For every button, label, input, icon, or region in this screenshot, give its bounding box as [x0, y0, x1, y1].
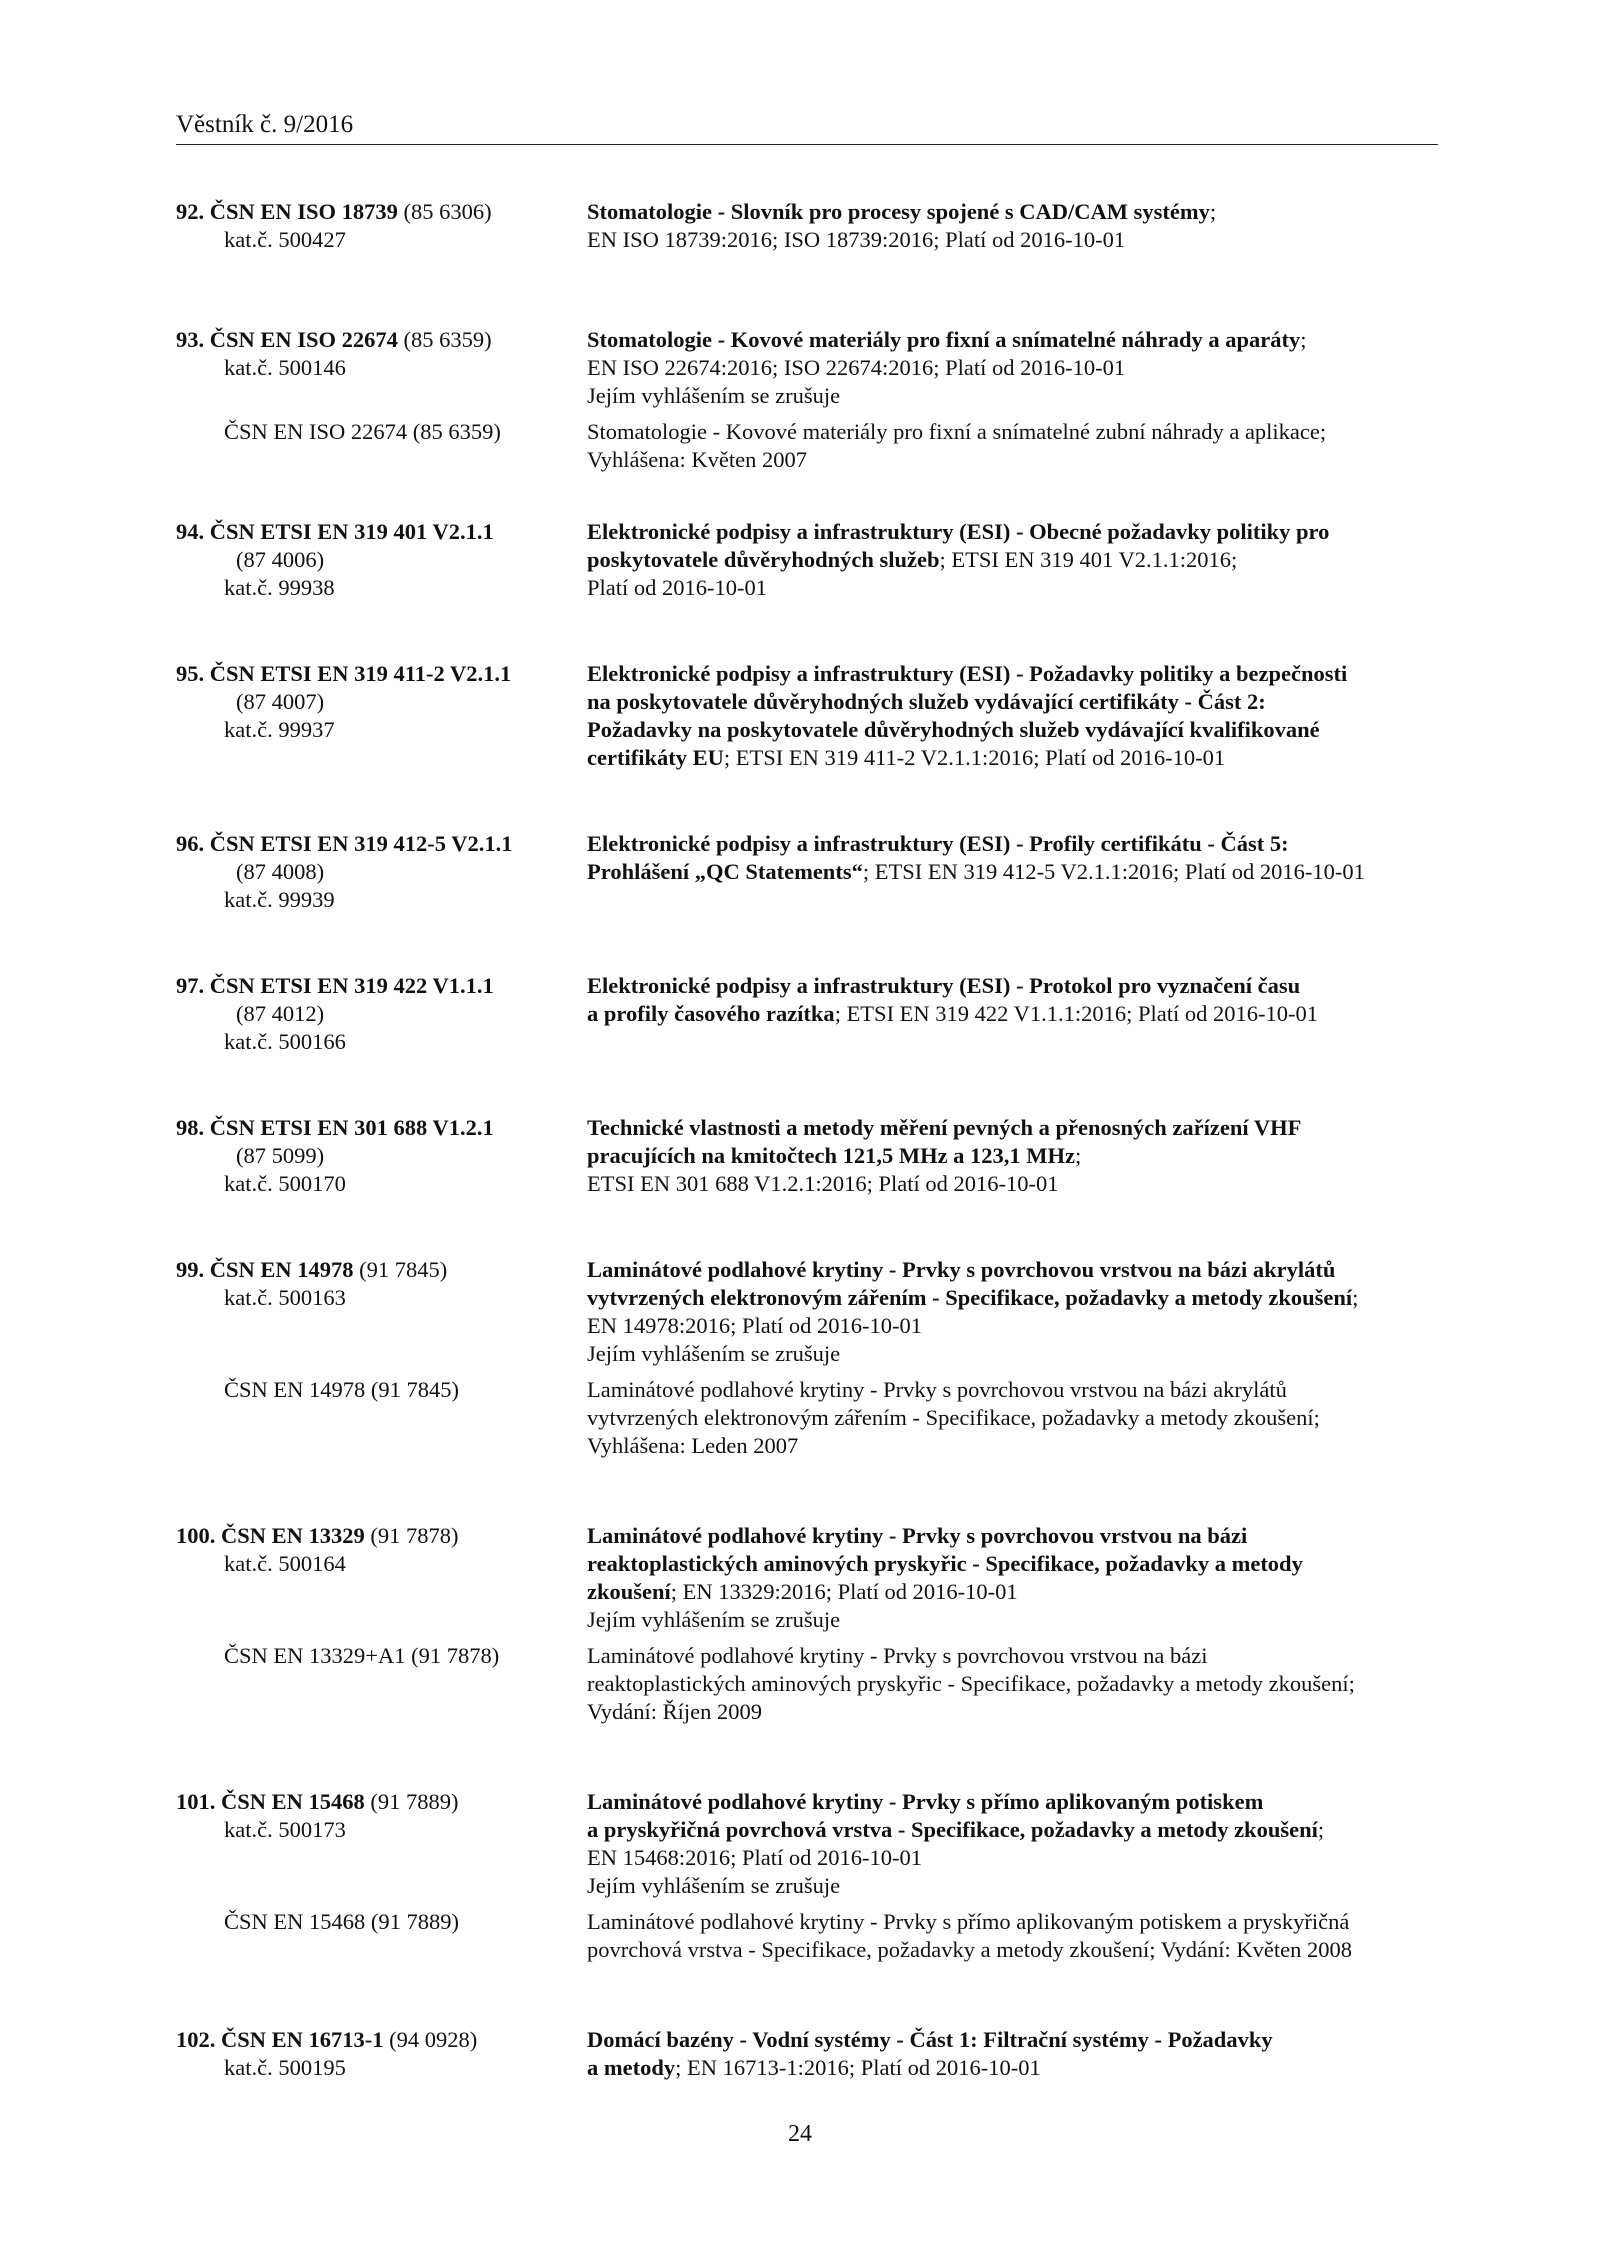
- reference-text: ; ETSI EN 319 422 V1.1.1:2016; Platí od 2016-10-01: [834, 1001, 1319, 1026]
- standard-title: vytvrzených elektronovým zářením - Specifikace, požadavky a metody zkoušení: [587, 1285, 1353, 1310]
- classification: (85 6306): [403, 199, 492, 224]
- standard-description: [587, 1522, 1438, 1634]
- standard-entry: [176, 1114, 1438, 1198]
- standard-description: [587, 830, 1438, 886]
- replaced-standard-line: Vydání: Říjen 2009: [587, 1699, 762, 1724]
- standard-id-block: [176, 518, 576, 602]
- standard-entry: [176, 1256, 1438, 1460]
- catalog-number: kat.č. 500146: [224, 355, 346, 380]
- standard-title: Požadavky na poskytovatele důvěryhodných služeb vydávající kvalifikované: [587, 717, 1320, 742]
- classification: (87 4012): [236, 1001, 325, 1026]
- reference-text: ; ETSI EN 319 412-5 V2.1.1:2016; Platí od 2016-10-01: [862, 859, 1365, 884]
- catalog-number: kat.č. 500173: [224, 1817, 346, 1842]
- standard-code: ČSN EN 14978: [209, 1257, 354, 1282]
- classification: (87 5099): [236, 1143, 325, 1168]
- replaced-standard-line: Laminátové podlahové krytiny - Prvky s přímo aplikovaným potiskem a pryskyřičná: [587, 1909, 1350, 1934]
- catalog-number: kat.č. 500195: [224, 2055, 346, 2080]
- standard-code: ČSN ETSI EN 301 688 V1.2.1: [209, 1115, 494, 1140]
- replaced-standard: [176, 418, 1438, 474]
- standard-code: ČSN ETSI EN 319 412-5 V2.1.1: [209, 831, 513, 856]
- replaces-note: Jejím vyhlášením se zrušuje: [587, 1607, 841, 1632]
- standard-id-block: [176, 198, 576, 254]
- catalog-number: kat.č. 500170: [224, 1171, 346, 1196]
- reference-text: ;: [1209, 199, 1217, 224]
- journal-header: [176, 110, 1438, 145]
- standard-title: zkoušení: [587, 1579, 671, 1604]
- standard-id-block: [176, 1522, 576, 1578]
- catalog-number: kat.č. 500166: [224, 1029, 346, 1054]
- standard-id-block: [176, 1788, 576, 1844]
- classification: (87 4006): [236, 547, 325, 572]
- reference-line: EN ISO 22674:2016; ISO 22674:2016; Platí od 2016-10-01: [587, 355, 1126, 380]
- entry-number: 94.: [176, 519, 205, 544]
- standard-entry: [176, 660, 1438, 772]
- standard-code: ČSN ETSI EN 319 401 V2.1.1: [209, 519, 494, 544]
- replaces-note: Jejím vyhlášením se zrušuje: [587, 1341, 841, 1366]
- reference-line: EN 14978:2016; Platí od 2016-10-01: [587, 1313, 922, 1338]
- standard-code: ČSN EN 15468: [221, 1789, 365, 1814]
- replaced-standard: [176, 1376, 1438, 1460]
- standard-id-block: [176, 2026, 576, 2082]
- reference-text: ;: [1300, 327, 1307, 352]
- standard-title: Elektronické podpisy a infrastruktury (ESI) - Obecné požadavky politiky pro: [587, 519, 1330, 544]
- standard-title: Laminátové podlahové krytiny - Prvky s povrchovou vrstvou na bázi: [587, 1523, 1248, 1548]
- standard-title: Elektronické podpisy a infrastruktury (ESI) - Profily certifikátu - Část 5:: [587, 831, 1289, 856]
- replaced-standard-line: Stomatologie - Kovové materiály pro fixní a snímatelné zubní náhrady a aplikace;: [587, 419, 1327, 444]
- replaced-standard-line: Vyhlášena: Květen 2007: [587, 447, 807, 472]
- reference-text: ; ETSI EN 319 401 V2.1.1:2016;: [939, 547, 1238, 572]
- standard-title: Elektronické podpisy a infrastruktury (ESI) - Protokol pro vyznačení času: [587, 973, 1301, 998]
- reference-text: ;: [1317, 1817, 1325, 1842]
- standard-description: [587, 972, 1438, 1028]
- standard-title: certifikáty EU: [587, 745, 724, 770]
- standard-title: poskytovatele důvěryhodných služeb: [587, 547, 940, 572]
- reference-line: EN ISO 18739:2016; ISO 18739:2016; Platí od 2016-10-01: [587, 227, 1126, 252]
- classification: (91 7889): [370, 1789, 459, 1814]
- reference-text: ; ETSI EN 319 411-2 V2.1.1:2016; Platí od 2016-10-01: [723, 745, 1226, 770]
- reference-line: ETSI EN 301 688 V1.2.1:2016; Platí od 2016-10-01: [587, 1171, 1059, 1196]
- standard-id-block: [176, 1256, 576, 1312]
- standard-entry: [176, 1522, 1438, 1726]
- standard-description: [587, 1788, 1438, 1900]
- entry-number: 93.: [176, 327, 205, 352]
- standard-title: a profily časového razítka: [587, 1001, 835, 1026]
- standard-description: [587, 1256, 1438, 1368]
- replaced-standard-code: ČSN EN 13329+A1 (91 7878): [224, 1643, 500, 1668]
- standard-title: Laminátové podlahové krytiny - Prvky s přímo aplikovaným potiskem: [587, 1789, 1264, 1814]
- standard-code: ČSN EN ISO 22674: [209, 327, 398, 352]
- standard-id-block: [176, 326, 576, 382]
- replaced-standard: [176, 1642, 1438, 1726]
- replaced-standard-line: reaktoplastických aminových pryskyřic - Specifikace, požadavky a metody zkoušení;: [587, 1671, 1355, 1696]
- standard-title: reaktoplastických aminových pryskyřic - Specifikace, požadavky a metody: [587, 1551, 1303, 1576]
- replaced-standard-line: Laminátové podlahové krytiny - Prvky s povrchovou vrstvou na bázi akrylátů: [587, 1377, 1287, 1402]
- reference-text: ;: [1075, 1143, 1082, 1168]
- catalog-number: kat.č. 99939: [224, 887, 335, 912]
- entry-number: 102.: [176, 2027, 216, 2052]
- standard-code: ČSN ETSI EN 319 411-2 V2.1.1: [209, 661, 512, 686]
- standard-title: a metody: [587, 2055, 676, 2080]
- standard-id-block: [176, 972, 576, 1056]
- standard-description: [587, 198, 1438, 254]
- catalog-number: kat.č. 99938: [224, 575, 335, 600]
- entry-number: 98.: [176, 1115, 205, 1140]
- standard-code: ČSN EN ISO 18739: [209, 199, 398, 224]
- replaces-note: Jejím vyhlášením se zrušuje: [587, 383, 841, 408]
- standard-title: Prohlášení „QC Statements“: [587, 859, 863, 884]
- standard-entry: [176, 1788, 1438, 1964]
- standard-description: [587, 518, 1438, 602]
- standard-description: [587, 2026, 1438, 2082]
- entry-number: 96.: [176, 831, 205, 856]
- journal-title: Věstník č. 9/2016: [176, 111, 354, 138]
- standard-title: Laminátové podlahové krytiny - Prvky s povrchovou vrstvou na bázi akrylátů: [587, 1257, 1336, 1282]
- standard-entry: [176, 972, 1438, 1054]
- standard-description: [587, 660, 1438, 772]
- standard-title: Stomatologie - Slovník pro procesy spojené s CAD/CAM systémy: [587, 199, 1210, 224]
- standard-title: pracujících na kmitočtech 121,5 MHz a 123,1 MHz: [587, 1143, 1076, 1168]
- replaced-standard-code: ČSN EN 14978 (91 7845): [224, 1377, 459, 1402]
- catalog-number: kat.č. 99937: [224, 717, 335, 742]
- standard-code: ČSN EN 13329: [221, 1523, 365, 1548]
- entry-number: 97.: [176, 973, 205, 998]
- standard-code: ČSN ETSI EN 319 422 V1.1.1: [209, 973, 494, 998]
- replaces-note: Jejím vyhlášením se zrušuje: [587, 1873, 841, 1898]
- reference-text: ;: [1352, 1285, 1359, 1310]
- standard-entry: [176, 198, 1438, 254]
- reference-line: EN 15468:2016; Platí od 2016-10-01: [587, 1845, 922, 1870]
- standard-entry: [176, 830, 1438, 912]
- entry-number: 100.: [176, 1523, 216, 1548]
- catalog-number: kat.č. 500164: [224, 1551, 346, 1576]
- standard-id-block: [176, 660, 576, 744]
- standard-id-block: [176, 1114, 576, 1198]
- standard-description: [587, 326, 1438, 410]
- replaced-standard-code: ČSN EN 15468 (91 7889): [224, 1909, 459, 1934]
- standard-id-block: [176, 830, 576, 914]
- standard-title: Stomatologie - Kovové materiály pro fixní a snímatelné náhrady a aparáty: [587, 327, 1301, 352]
- classification: (87 4007): [236, 689, 325, 714]
- catalog-number: kat.č. 500427: [224, 227, 346, 252]
- standard-description: [587, 1114, 1438, 1198]
- replaced-standard: [176, 1908, 1438, 1964]
- classification: (94 0928): [389, 2027, 478, 2052]
- standard-code: ČSN EN 16713-1: [221, 2027, 384, 2052]
- entry-number: 92.: [176, 199, 205, 224]
- standard-entry: [176, 2026, 1438, 2082]
- standard-entry: [176, 326, 1438, 474]
- classification: (91 7878): [370, 1523, 459, 1548]
- classification: (87 4008): [236, 859, 325, 884]
- replaced-standard-code: ČSN EN ISO 22674 (85 6359): [224, 419, 501, 444]
- replaced-standard-line: povrchová vrstva - Specifikace, požadavky a metody zkoušení; Vydání: Květen 2008: [587, 1937, 1352, 1962]
- replaced-standard-line: vytvrzených elektronovým zářením - Specifikace, požadavky a metody zkoušení;: [587, 1405, 1320, 1430]
- page-number: 24: [788, 2121, 812, 2147]
- reference-line: Platí od 2016-10-01: [587, 575, 767, 600]
- replaced-standard-line: Vyhlášena: Leden 2007: [587, 1433, 799, 1458]
- entry-number: 95.: [176, 661, 205, 686]
- entry-number: 101.: [176, 1789, 216, 1814]
- standard-title: a pryskyřičná povrchová vrstva - Specifikace, požadavky a metody zkoušení: [587, 1817, 1318, 1842]
- replaced-standard-line: Laminátové podlahové krytiny - Prvky s povrchovou vrstvou na bázi: [587, 1643, 1208, 1668]
- classification: (91 7845): [359, 1257, 448, 1282]
- standard-title: Domácí bazény - Vodní systémy - Část 1: Filtrační systémy - Požadavky: [587, 2027, 1273, 2052]
- standard-title: Elektronické podpisy a infrastruktury (ESI) - Požadavky politiky a bezpečnosti: [587, 661, 1348, 686]
- entry-number: 99.: [176, 1257, 205, 1282]
- catalog-number: kat.č. 500163: [224, 1285, 346, 1310]
- standard-entry: [176, 518, 1438, 602]
- reference-text: ; EN 16713-1:2016; Platí od 2016-10-01: [675, 2055, 1041, 2080]
- standard-title: na poskytovatele důvěryhodných služeb vydávající certifikáty - Část 2:: [587, 689, 1266, 714]
- reference-text: ; EN 13329:2016; Platí od 2016-10-01: [670, 1579, 1018, 1604]
- classification: (85 6359): [403, 327, 492, 352]
- standard-title: Technické vlastnosti a metody měření pevných a přenosných zařízení VHF: [587, 1115, 1302, 1140]
